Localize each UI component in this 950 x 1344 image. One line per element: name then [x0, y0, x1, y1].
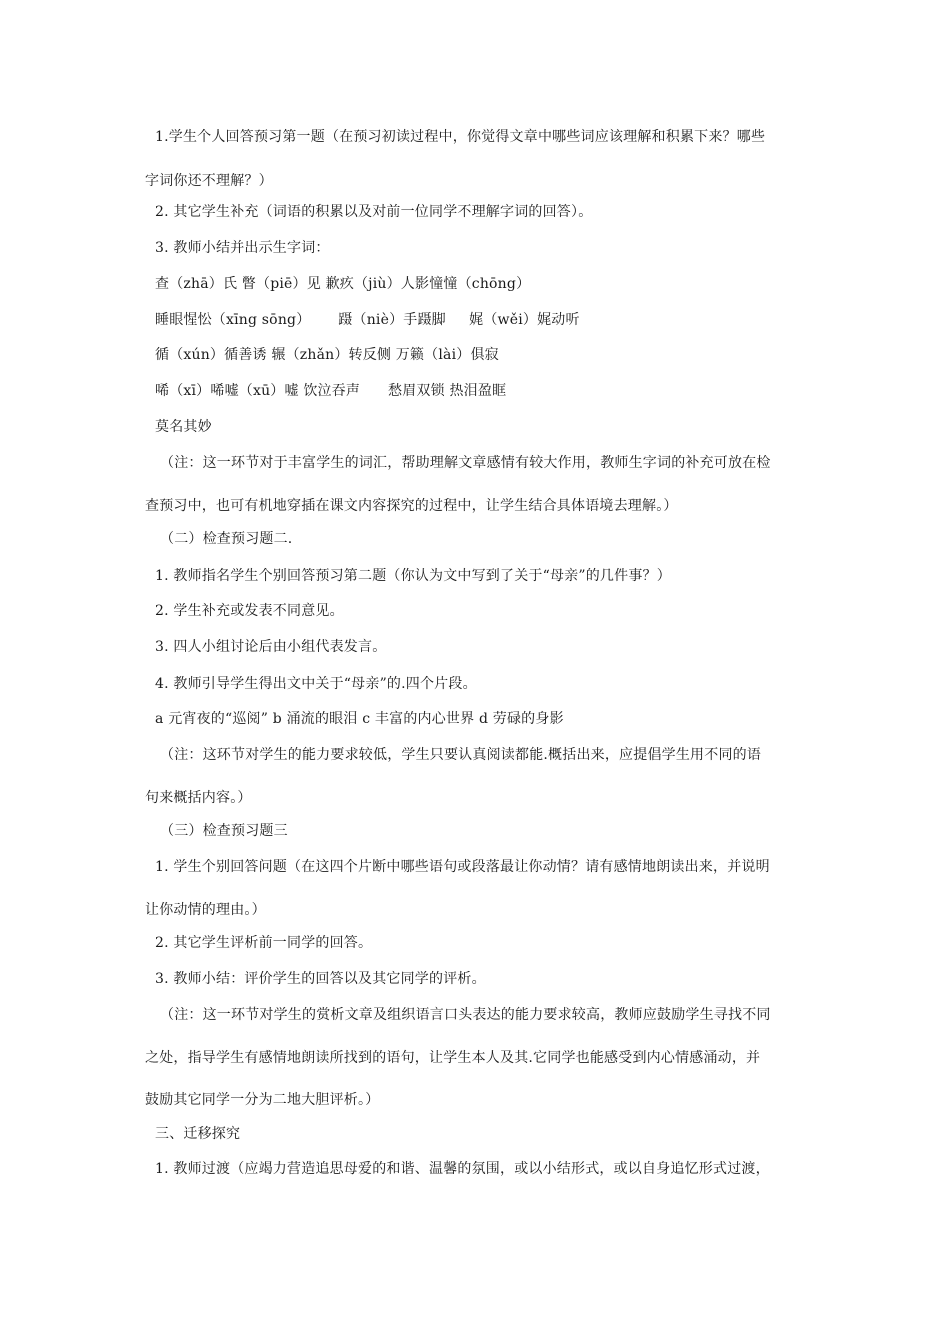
- text-line: 1. 教师指名学生个别回答预习第二题（你认为文中写到了关于“母亲”的几件事？）: [155, 568, 671, 584]
- text-line: 1.学生个人回答预习第一题（在预习初读过程中，你觉得文章中哪些词应该理解和积累下来？哪些: [155, 129, 766, 145]
- text-line: 3. 教师小结并出示生字词：: [155, 240, 330, 256]
- text-line: 4. 教师引导学生得出文中关于“母亲”的.四个片段。: [155, 676, 477, 692]
- text-line: 鼓励其它同学一分为二地大胆评析。）: [145, 1092, 380, 1108]
- text-line: 查预习中，也可有机地穿插在课文内容探究的过程中，让学生结合具体语境去理解。）: [145, 498, 678, 514]
- text-line: （三）检查预习题三: [160, 823, 288, 839]
- text-line: 2. 学生补充或发表不同意见。: [155, 603, 344, 619]
- text-line: （注：这一环节对学生的赏析文章及组织语言口头表达的能力要求较高，教师应鼓励学生寻找不同: [160, 1007, 771, 1023]
- text-line: 句来概括内容。）: [145, 790, 252, 806]
- text-line: （注：这一环节对于丰富学生的词汇，帮助理解文章感情有较大作用，教师生字词的补充可放在检: [160, 455, 771, 471]
- text-line: 3. 教师小结：评价学生的回答以及其它同学的评析。: [155, 971, 486, 987]
- text-line: （二）检查预习题二.: [160, 531, 293, 547]
- text-line: 2. 其它学生补充（词语的积累以及对前一位同学不理解字词的回答）。: [155, 204, 593, 220]
- text-line: 查（zhā）氏 瞥（piē）见 歉疚（jiù）人影憧憧（chōng）: [155, 276, 531, 292]
- text-line: 让你动情的理由。）: [145, 902, 266, 918]
- text-line: 之处，指导学生有感情地朗读所找到的语句，让学生本人及其.它同学也能感受到内心情感涌动，并: [145, 1050, 761, 1066]
- text-line: （注：这环节对学生的能力要求较低，学生只要认真阅读都能.概括出来，应提倡学生用不同的语: [160, 747, 762, 763]
- section-heading: 三、迁移探究: [155, 1126, 241, 1142]
- text-line: 唏（xī）唏嘘（xū）嘘 饮泣吞声 愁眉双锁 热泪盈眶: [155, 383, 507, 399]
- text-line: 字词你还不理解？）: [145, 173, 273, 189]
- text-line: 2. 其它学生评析前一同学的回答。: [155, 935, 373, 951]
- text-line: 循（xún）循善诱 辗（zhǎn）转反侧 万籁（lài）俱寂: [155, 347, 499, 363]
- text-line: a 元宵夜的“巡阅” b 涌流的眼泪 c 丰富的内心世界 d 劳碌的身影: [155, 711, 564, 727]
- text-line: 1. 学生个别回答问题（在这四个片断中哪些语句或段落最让你动情？请有感情地朗读出来，并说明: [155, 859, 770, 875]
- text-line: 睡眼惺忪（xīng sōng） 蹑（niè）手蹑脚 娓（wěi）娓动听: [155, 312, 580, 328]
- text-line: 3. 四人小组讨论后由小组代表发言。: [155, 639, 387, 655]
- text-line: 莫名其妙: [155, 419, 212, 435]
- text-line: 1. 教师过渡（应竭力营造追思母爱的和谐、温馨的氛围，或以小结形式，或以自身追忆形式过渡，: [155, 1161, 770, 1177]
